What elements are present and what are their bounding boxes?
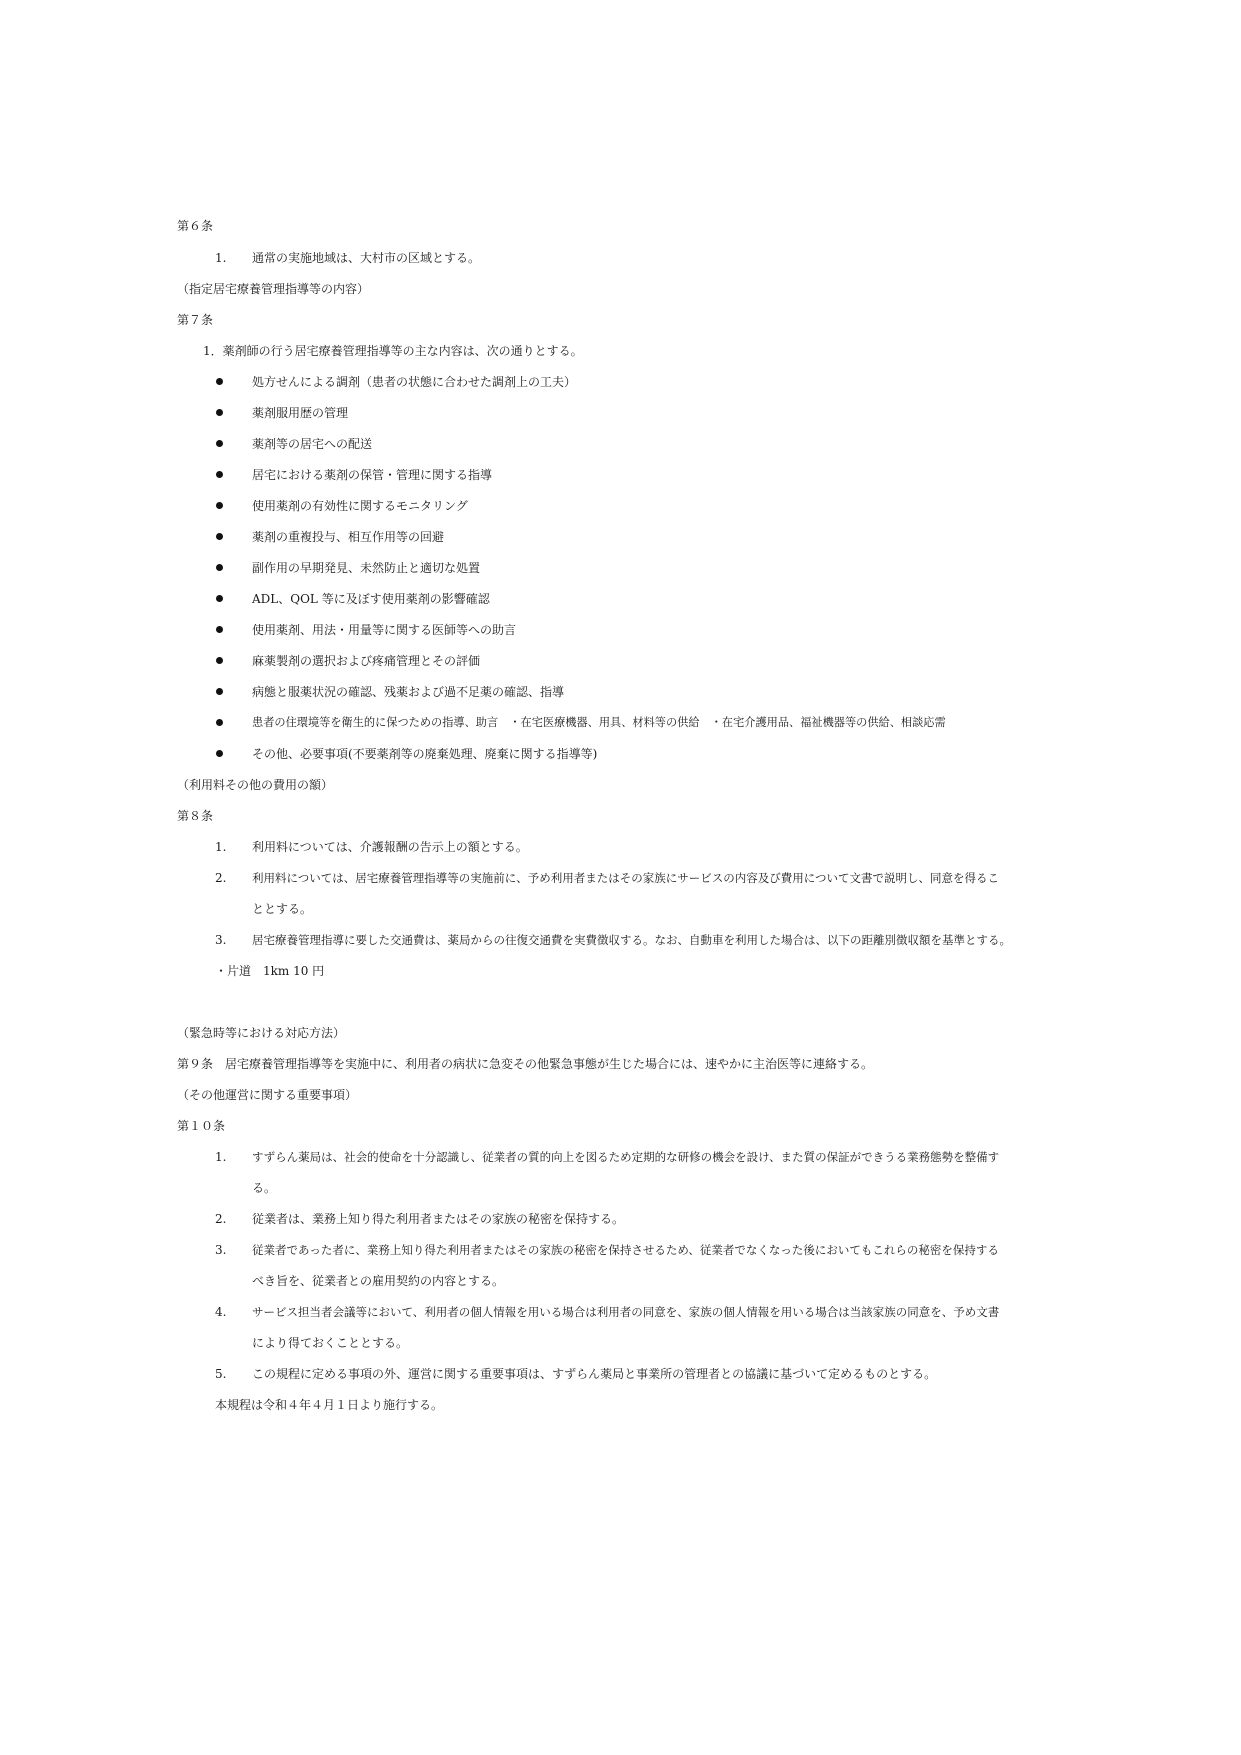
effective-date-statement: 本規程は令和４年４月１日より施行する。: [215, 1398, 444, 1412]
bullet-dot: [216, 688, 223, 695]
article-7-bullet-3: 薬剤等の居宅への配送: [252, 437, 373, 451]
bullet-dot: [216, 502, 223, 509]
article-10-item-1-text: すずらん薬局は、社会的使命を十分認識し、従業者の質的向上を図るため定期的な研修の機会を設け、また質の保証ができうる業務態勢を整備す: [252, 1150, 1000, 1164]
article-7-bullet-1: 処方せんによる調剤（患者の状態に合わせた調剤上の工夫）: [252, 375, 577, 389]
article-7-bullet-7: 副作用の早期発見、未然防止と適切な処置: [252, 561, 481, 575]
article-6-heading: 第６条: [177, 219, 214, 233]
article-8-item-2-number: 2.: [215, 871, 227, 885]
article-6-item-1-text: 通常の実施地域は、大村市の区域とする。: [252, 251, 481, 265]
article-10-item-3-number: 3.: [215, 1243, 227, 1257]
article-9-text: 第９条 居宅療養管理指導等を実施中に、利用者の病状に急変その他緊急事態が生じた場合には、速やかに主治医等に連絡する。: [177, 1057, 874, 1071]
article-10-item-2-text: 従業者は、業務上知り得た利用者またはその家族の秘密を保持する。: [252, 1212, 625, 1226]
article-8-item-1-text: 利用料については、介護報酬の告示上の額とする。: [252, 840, 528, 854]
article-8-item-1-number: 1.: [215, 840, 227, 854]
bullet-dot: [216, 409, 223, 416]
article-10-heading: 第１０条: [177, 1119, 226, 1133]
article-8-caption: （利用料その他の費用の額）: [177, 778, 334, 792]
article-10-item-3-text: 従業者であった者に、業務上知り得た利用者またはその家族の秘密を保持させるため、従業者でなくなった後においてもこれらの秘密を保持する: [252, 1243, 999, 1257]
article-9-caption: （緊急時等における対応方法）: [177, 1026, 346, 1040]
article-7-bullet-8: ADL、QOL 等に及ぼす使用薬剤の影響確認: [252, 592, 490, 606]
article-10-caption: （その他運営に関する重要事項）: [177, 1088, 358, 1102]
article-7-bullet-13: その他、必要事項(不要薬剤等の廃棄処理、廃棄に関する指導等): [252, 747, 598, 761]
article-8-item-2-text: 利用料については、居宅療養管理指導等の実施前に、予め利用者またはその家族にサービスの内容及び費用について文書で説明し、同意を得るこ: [252, 871, 1000, 885]
article-8-item-3-text: 居宅療養管理指導に要した交通費は、薬局からの往復交通費を実費徴収する。なお、自動車を利用した場合は、以下の距離別徴収額を基準とする。: [252, 933, 1011, 947]
bullet-dot: [216, 626, 223, 633]
article-8-item-3-number: 3.: [215, 933, 227, 947]
article-10-item-1-text-cont: る。: [252, 1181, 277, 1195]
article-10-item-1-number: 1.: [215, 1150, 227, 1164]
article-7-heading: 第７条: [177, 313, 214, 327]
bullet-dot: [216, 440, 223, 447]
article-10-item-2-number: 2.: [215, 1212, 227, 1226]
article-10-item-4-text: サービス担当者会議等において、利用者の個人情報を用いる場合は利用者の同意を、家族の個人情報を用いる場合は当該家族の同意を、予め文書: [252, 1305, 1000, 1319]
bullet-dot: [216, 533, 223, 540]
article-7-bullet-9: 使用薬剤、用法・用量等に関する医師等への助言: [252, 623, 517, 637]
article-10-item-3-text-cont: べき旨を、従業者との雇用契約の内容とする。: [252, 1274, 505, 1288]
bullet-dot: [216, 471, 223, 478]
article-7-bullet-11: 病態と服薬状況の確認、残薬および過不足薬の確認、指導: [252, 685, 565, 699]
article-7-caption: （指定居宅療養管理指導等の内容）: [177, 282, 370, 296]
article-8-heading: 第８条: [177, 809, 214, 823]
bullet-dot: [216, 595, 223, 602]
bullet-dot: [216, 719, 223, 726]
bullet-dot: [216, 750, 223, 757]
bullet-dot: [216, 378, 223, 385]
article-7-bullet-5: 使用薬剤の有効性に関するモニタリング: [252, 499, 468, 513]
article-10-item-5-text: この規程に定める事項の外、運営に関する重要事項は、すずらん薬局と事業所の管理者との協議に基づいて定めるものとする。: [252, 1367, 937, 1381]
article-6-item-1-number: 1.: [215, 251, 227, 265]
article-7-bullet-6: 薬剤の重複投与、相互作用等の回避: [252, 530, 445, 544]
article-8-fee: ・片道 1km 10 円: [215, 964, 325, 978]
article-7-bullet-2: 薬剤服用歴の管理: [252, 406, 349, 420]
article-8-item-2-text-cont: ととする。: [252, 902, 313, 916]
article-10-item-5-number: 5.: [215, 1367, 227, 1381]
article-10-item-4-text-cont: により得ておくこととする。: [252, 1336, 409, 1350]
bullet-dot: [216, 564, 223, 571]
article-7-bullet-10: 麻薬製剤の選択および疼痛管理とその評価: [252, 654, 481, 668]
article-7-bullet-4: 居宅における薬剤の保管・管理に関する指導: [252, 468, 493, 482]
article-7-intro: 1．薬剤師の行う居宅療養管理指導等の主な内容は、次の通りとする。: [203, 344, 583, 358]
bullet-dot: [216, 657, 223, 664]
article-10-item-4-number: 4.: [215, 1305, 227, 1319]
article-7-bullet-12: 患者の住環境等を衛生的に保つための指導、助言 ・在宅医療機器、用具、材料等の供給 ・在宅介護用品、福祉機器等の供給、相談応需: [252, 716, 946, 729]
